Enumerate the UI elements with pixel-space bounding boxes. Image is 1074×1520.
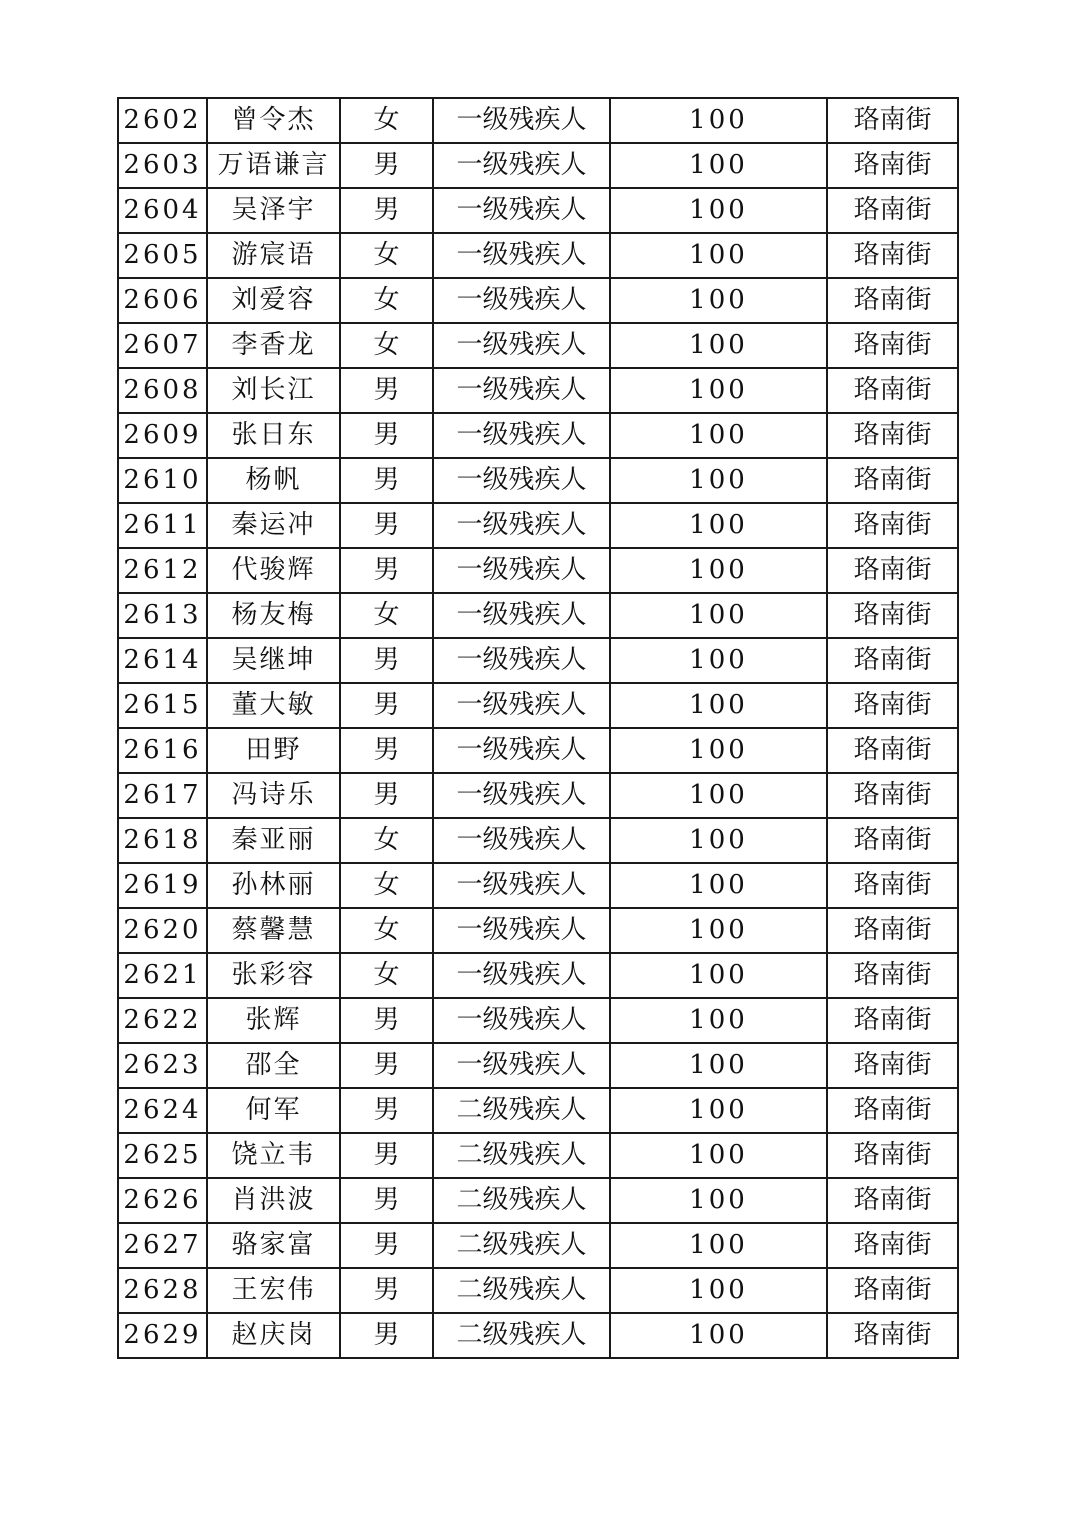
- gender-cell: 男: [340, 1133, 433, 1178]
- disability-level-cell: 一级残疾人: [433, 593, 610, 638]
- row-number-cell: 2626: [118, 1178, 207, 1223]
- name-cell: 万语谦言: [207, 143, 340, 188]
- table-row: [118, 863, 958, 908]
- name-cell: 张日东: [207, 413, 340, 458]
- row-number-cell: 2614: [118, 638, 207, 683]
- street-cell: 珞南街: [827, 458, 958, 503]
- gender-cell: 男: [340, 683, 433, 728]
- row-number-cell: 2628: [118, 1268, 207, 1313]
- gender-cell: 男: [340, 368, 433, 413]
- name-cell: 刘长江: [207, 368, 340, 413]
- gender-cell: 女: [340, 233, 433, 278]
- street-cell: 珞南街: [827, 1178, 958, 1223]
- table-row: [118, 953, 958, 998]
- gender-cell: 男: [340, 638, 433, 683]
- table-row: [118, 683, 958, 728]
- amount-cell: 100: [610, 953, 827, 998]
- name-cell: 董大敏: [207, 683, 340, 728]
- gender-cell: 男: [340, 1043, 433, 1088]
- gender-cell: 男: [340, 1178, 433, 1223]
- row-number-cell: 2622: [118, 998, 207, 1043]
- gender-cell: 男: [340, 1268, 433, 1313]
- gender-cell: 女: [340, 863, 433, 908]
- street-cell: 珞南街: [827, 908, 958, 953]
- row-number-cell: 2618: [118, 818, 207, 863]
- disability-level-cell: 二级残疾人: [433, 1178, 610, 1223]
- roster-table: [117, 97, 959, 1359]
- name-cell: 杨友梅: [207, 593, 340, 638]
- name-cell: 吴继坤: [207, 638, 340, 683]
- row-number-cell: 2609: [118, 413, 207, 458]
- street-cell: 珞南街: [827, 413, 958, 458]
- disability-level-cell: 一级残疾人: [433, 998, 610, 1043]
- disability-level-cell: 一级残疾人: [433, 1043, 610, 1088]
- amount-cell: 100: [610, 143, 827, 188]
- name-cell: 张辉: [207, 998, 340, 1043]
- table-row: [118, 458, 958, 503]
- amount-cell: 100: [610, 1223, 827, 1268]
- street-cell: 珞南街: [827, 143, 958, 188]
- table-row: [118, 638, 958, 683]
- disability-level-cell: 一级残疾人: [433, 503, 610, 548]
- street-cell: 珞南街: [827, 1043, 958, 1088]
- row-number-cell: 2605: [118, 233, 207, 278]
- table-row: [118, 1133, 958, 1178]
- name-cell: 孙林丽: [207, 863, 340, 908]
- disability-level-cell: 二级残疾人: [433, 1268, 610, 1313]
- table-row: [118, 278, 958, 323]
- gender-cell: 男: [340, 503, 433, 548]
- street-cell: 珞南街: [827, 188, 958, 233]
- row-number-cell: 2613: [118, 593, 207, 638]
- table-row: [118, 998, 958, 1043]
- disability-level-cell: 二级残疾人: [433, 1088, 610, 1133]
- name-cell: 秦亚丽: [207, 818, 340, 863]
- disability-level-cell: 一级残疾人: [433, 98, 610, 143]
- name-cell: 肖洪波: [207, 1178, 340, 1223]
- row-number-cell: 2606: [118, 278, 207, 323]
- table-row: [118, 1043, 958, 1088]
- table-row: [118, 98, 958, 143]
- disability-level-cell: 二级残疾人: [433, 1223, 610, 1268]
- amount-cell: 100: [610, 413, 827, 458]
- gender-cell: 男: [340, 458, 433, 503]
- row-number-cell: 2602: [118, 98, 207, 143]
- gender-cell: 男: [340, 998, 433, 1043]
- disability-level-cell: 一级残疾人: [433, 953, 610, 998]
- gender-cell: 男: [340, 773, 433, 818]
- street-cell: 珞南街: [827, 773, 958, 818]
- amount-cell: 100: [610, 818, 827, 863]
- gender-cell: 女: [340, 908, 433, 953]
- table-row: [118, 413, 958, 458]
- row-number-cell: 2625: [118, 1133, 207, 1178]
- street-cell: 珞南街: [827, 548, 958, 593]
- table-row: [118, 908, 958, 953]
- disability-level-cell: 二级残疾人: [433, 1313, 610, 1358]
- gender-cell: 女: [340, 98, 433, 143]
- amount-cell: 100: [610, 593, 827, 638]
- disability-level-cell: 一级残疾人: [433, 233, 610, 278]
- name-cell: 蔡馨慧: [207, 908, 340, 953]
- row-number-cell: 2611: [118, 503, 207, 548]
- amount-cell: 100: [610, 188, 827, 233]
- row-number-cell: 2607: [118, 323, 207, 368]
- amount-cell: 100: [610, 863, 827, 908]
- gender-cell: 男: [340, 1088, 433, 1133]
- gender-cell: 男: [340, 728, 433, 773]
- table-row: [118, 323, 958, 368]
- table-row: [118, 773, 958, 818]
- street-cell: 珞南街: [827, 323, 958, 368]
- gender-cell: 男: [340, 413, 433, 458]
- disability-level-cell: 一级残疾人: [433, 368, 610, 413]
- disability-level-cell: 一级残疾人: [433, 683, 610, 728]
- gender-cell: 女: [340, 593, 433, 638]
- amount-cell: 100: [610, 458, 827, 503]
- name-cell: 李香龙: [207, 323, 340, 368]
- gender-cell: 男: [340, 1313, 433, 1358]
- street-cell: 珞南街: [827, 683, 958, 728]
- amount-cell: 100: [610, 548, 827, 593]
- amount-cell: 100: [610, 908, 827, 953]
- table-row: [118, 1313, 958, 1358]
- disability-level-cell: 二级残疾人: [433, 1133, 610, 1178]
- disability-level-cell: 一级残疾人: [433, 188, 610, 233]
- name-cell: 刘爱容: [207, 278, 340, 323]
- row-number-cell: 2608: [118, 368, 207, 413]
- row-number-cell: 2616: [118, 728, 207, 773]
- gender-cell: 女: [340, 278, 433, 323]
- gender-cell: 女: [340, 323, 433, 368]
- disability-level-cell: 一级残疾人: [433, 728, 610, 773]
- street-cell: 珞南街: [827, 503, 958, 548]
- amount-cell: 100: [610, 1133, 827, 1178]
- name-cell: 王宏伟: [207, 1268, 340, 1313]
- gender-cell: 男: [340, 188, 433, 233]
- amount-cell: 100: [610, 683, 827, 728]
- amount-cell: 100: [610, 638, 827, 683]
- amount-cell: 100: [610, 773, 827, 818]
- name-cell: 田野: [207, 728, 340, 773]
- street-cell: 珞南街: [827, 1268, 958, 1313]
- street-cell: 珞南街: [827, 863, 958, 908]
- name-cell: 冯诗乐: [207, 773, 340, 818]
- disability-level-cell: 一级残疾人: [433, 863, 610, 908]
- street-cell: 珞南街: [827, 1088, 958, 1133]
- amount-cell: 100: [610, 1043, 827, 1088]
- roster-table-body: [118, 98, 958, 1358]
- table-row: [118, 1178, 958, 1223]
- disability-level-cell: 一级残疾人: [433, 143, 610, 188]
- row-number-cell: 2603: [118, 143, 207, 188]
- amount-cell: 100: [610, 998, 827, 1043]
- table-row: [118, 368, 958, 413]
- amount-cell: 100: [610, 278, 827, 323]
- name-cell: 代骏辉: [207, 548, 340, 593]
- name-cell: 杨帆: [207, 458, 340, 503]
- street-cell: 珞南街: [827, 998, 958, 1043]
- street-cell: 珞南街: [827, 728, 958, 773]
- amount-cell: 100: [610, 1313, 827, 1358]
- row-number-cell: 2604: [118, 188, 207, 233]
- name-cell: 饶立韦: [207, 1133, 340, 1178]
- table-row: [118, 593, 958, 638]
- name-cell: 吴泽宇: [207, 188, 340, 233]
- row-number-cell: 2619: [118, 863, 207, 908]
- street-cell: 珞南街: [827, 638, 958, 683]
- disability-level-cell: 一级残疾人: [433, 818, 610, 863]
- row-number-cell: 2621: [118, 953, 207, 998]
- name-cell: 游宸语: [207, 233, 340, 278]
- row-number-cell: 2620: [118, 908, 207, 953]
- amount-cell: 100: [610, 368, 827, 413]
- street-cell: 珞南街: [827, 593, 958, 638]
- street-cell: 珞南街: [827, 953, 958, 998]
- gender-cell: 男: [340, 143, 433, 188]
- street-cell: 珞南街: [827, 278, 958, 323]
- name-cell: 骆家富: [207, 1223, 340, 1268]
- row-number-cell: 2615: [118, 683, 207, 728]
- amount-cell: 100: [610, 98, 827, 143]
- disability-level-cell: 一级残疾人: [433, 413, 610, 458]
- amount-cell: 100: [610, 1088, 827, 1133]
- disability-level-cell: 一级残疾人: [433, 278, 610, 323]
- table-row: [118, 728, 958, 773]
- row-number-cell: 2627: [118, 1223, 207, 1268]
- name-cell: 秦运冲: [207, 503, 340, 548]
- street-cell: 珞南街: [827, 233, 958, 278]
- disability-level-cell: 一级残疾人: [433, 638, 610, 683]
- street-cell: 珞南街: [827, 1313, 958, 1358]
- row-number-cell: 2623: [118, 1043, 207, 1088]
- name-cell: 张彩容: [207, 953, 340, 998]
- amount-cell: 100: [610, 233, 827, 278]
- table-row: [118, 818, 958, 863]
- row-number-cell: 2624: [118, 1088, 207, 1133]
- amount-cell: 100: [610, 503, 827, 548]
- gender-cell: 男: [340, 548, 433, 593]
- table-row: [118, 188, 958, 233]
- disability-level-cell: 一级残疾人: [433, 323, 610, 368]
- table-row: [118, 233, 958, 278]
- gender-cell: 女: [340, 818, 433, 863]
- amount-cell: 100: [610, 1268, 827, 1313]
- table-row: [118, 143, 958, 188]
- row-number-cell: 2617: [118, 773, 207, 818]
- disability-level-cell: 一级残疾人: [433, 773, 610, 818]
- street-cell: 珞南街: [827, 1133, 958, 1178]
- row-number-cell: 2629: [118, 1313, 207, 1358]
- name-cell: 曾令杰: [207, 98, 340, 143]
- name-cell: 邵全: [207, 1043, 340, 1088]
- amount-cell: 100: [610, 1178, 827, 1223]
- table-row: [118, 1088, 958, 1133]
- disability-level-cell: 一级残疾人: [433, 548, 610, 593]
- gender-cell: 男: [340, 1223, 433, 1268]
- street-cell: 珞南街: [827, 1223, 958, 1268]
- disability-level-cell: 一级残疾人: [433, 458, 610, 503]
- disability-level-cell: 一级残疾人: [433, 908, 610, 953]
- gender-cell: 女: [340, 953, 433, 998]
- table-row: [118, 1223, 958, 1268]
- row-number-cell: 2612: [118, 548, 207, 593]
- street-cell: 珞南街: [827, 818, 958, 863]
- name-cell: 赵庆岗: [207, 1313, 340, 1358]
- table-row: [118, 548, 958, 593]
- street-cell: 珞南街: [827, 368, 958, 413]
- amount-cell: 100: [610, 323, 827, 368]
- name-cell: 何军: [207, 1088, 340, 1133]
- amount-cell: 100: [610, 728, 827, 773]
- table-row: [118, 1268, 958, 1313]
- row-number-cell: 2610: [118, 458, 207, 503]
- street-cell: 珞南街: [827, 98, 958, 143]
- table-row: [118, 503, 958, 548]
